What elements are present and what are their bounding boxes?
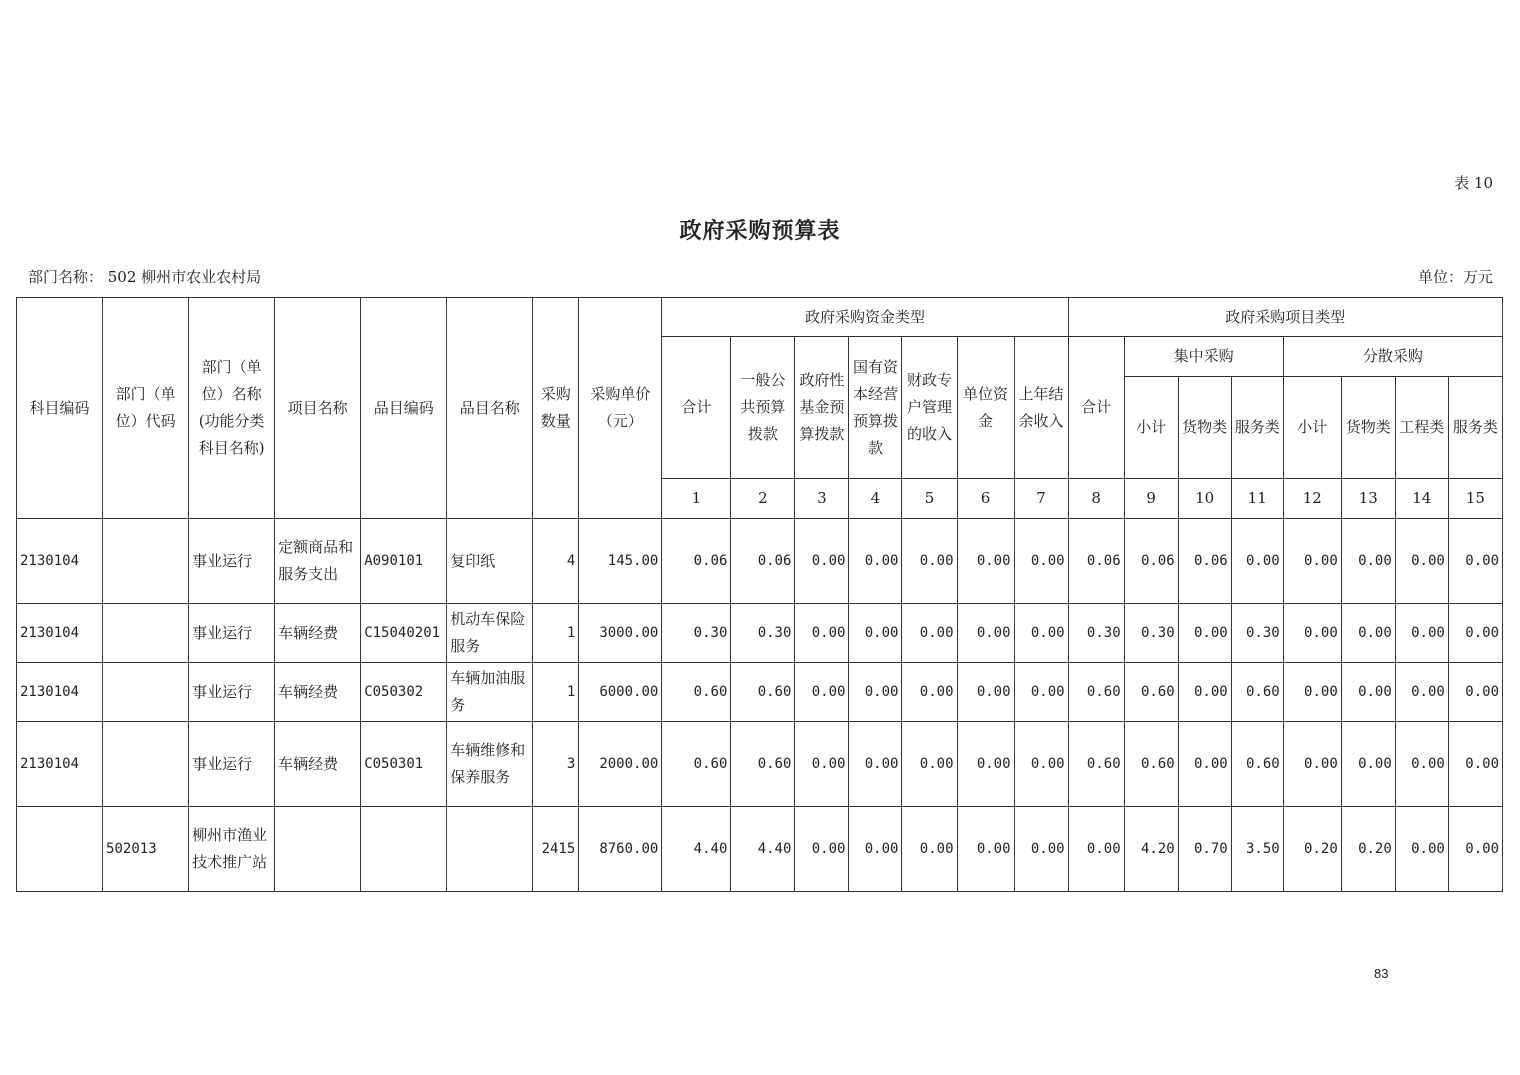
- cell-amount: 4.40: [731, 807, 795, 892]
- table-row: [17, 604, 1503, 663]
- cell-item-name: 车辆加油服务: [447, 663, 533, 722]
- cell-amount: 0.60: [1068, 722, 1124, 807]
- header-state-capital: 国有资本经营预算拨款: [849, 337, 902, 479]
- cell-item-name: [447, 807, 533, 892]
- cell-amount: 0.30: [662, 604, 731, 663]
- cell-amount: 0.00: [1014, 722, 1068, 807]
- department-label: 部门名称： 502 柳州市农业农村局: [28, 268, 262, 286]
- cell-dept-code: [103, 604, 189, 663]
- cell-amount: 0.00: [849, 519, 902, 604]
- cell-amount: 0.00: [849, 663, 902, 722]
- cell-amount: 0.00: [795, 722, 849, 807]
- cell-dept-name: 事业运行: [189, 604, 275, 663]
- col-number: 7: [1014, 479, 1068, 519]
- header-d-service: 服务类: [1448, 377, 1502, 479]
- header-fund-total: 合计: [662, 337, 731, 479]
- cell-amount: 0.60: [1124, 663, 1178, 722]
- cell-amount: 0.60: [1124, 722, 1178, 807]
- cell-amount: 0.06: [1124, 519, 1178, 604]
- cell-amount: 0.00: [1231, 519, 1283, 604]
- cell-amount: 0.00: [1283, 604, 1341, 663]
- cell-amount: 0.30: [1068, 604, 1124, 663]
- header-project-type: 政府采购项目类型: [1068, 298, 1502, 337]
- cell-amount: 0.00: [902, 604, 957, 663]
- cell-amount: 0.00: [849, 604, 902, 663]
- cell-amount: 0.00: [1448, 722, 1502, 807]
- cell-amount: 0.00: [957, 519, 1014, 604]
- cell-quantity: 1: [533, 604, 579, 663]
- header-item-code: 品目编码: [361, 298, 447, 519]
- col-number: 6: [957, 479, 1014, 519]
- table-body: [17, 519, 1503, 892]
- header-d-subtotal: 小计: [1283, 377, 1341, 479]
- header-unit-fund: 单位资金: [957, 337, 1014, 479]
- cell-item-name: 复印纸: [447, 519, 533, 604]
- cell-amount: 0.60: [731, 663, 795, 722]
- cell-amount: 4.40: [662, 807, 731, 892]
- cell-amount: 0.00: [1178, 663, 1231, 722]
- header-dept-name: 部门（单位）名称(功能分类科目名称): [189, 298, 275, 519]
- cell-amount: 0.00: [1014, 604, 1068, 663]
- col-number: 4: [849, 479, 902, 519]
- cell-amount: 0.00: [795, 807, 849, 892]
- header-general-public: 一般公共预算拨款: [731, 337, 795, 479]
- cell-item-name: 机动车保险服务: [447, 604, 533, 663]
- cell-amount: 0.60: [1068, 663, 1124, 722]
- cell-amount: 0.06: [1178, 519, 1231, 604]
- header-special-account: 财政专户管理的收入: [902, 337, 957, 479]
- header-gov-fund: 政府性基金预算拨款: [795, 337, 849, 479]
- cell-project-name: 车辆经费: [275, 722, 361, 807]
- cell-subject-code: 2130104: [17, 722, 103, 807]
- header-d-engineering: 工程类: [1395, 377, 1448, 479]
- cell-amount: 0.00: [1178, 604, 1231, 663]
- cell-amount: 0.70: [1178, 807, 1231, 892]
- header-unit-price: 采购单价（元）: [579, 298, 662, 519]
- cell-amount: 0.00: [1395, 807, 1448, 892]
- cell-project-name: 车辆经费: [275, 604, 361, 663]
- header-centralized: 集中采购: [1124, 337, 1283, 377]
- col-number: 9: [1124, 479, 1178, 519]
- cell-amount: 0.00: [1448, 663, 1502, 722]
- cell-dept-code: [103, 722, 189, 807]
- cell-amount: 0.00: [795, 663, 849, 722]
- table-row: [17, 807, 1503, 892]
- cell-dept-name: 事业运行: [189, 519, 275, 604]
- cell-dept-code: 502013: [103, 807, 189, 892]
- cell-dept-code: [103, 663, 189, 722]
- header-fund-type: 政府采购资金类型: [662, 298, 1068, 337]
- cell-amount: 0.06: [731, 519, 795, 604]
- cell-unit-price: 8760.00: [579, 807, 662, 892]
- cell-item-name: 车辆维修和保养服务: [447, 722, 533, 807]
- cell-amount: 0.00: [902, 807, 957, 892]
- cell-amount: 0.00: [902, 663, 957, 722]
- cell-unit-price: 2000.00: [579, 722, 662, 807]
- cell-amount: 0.00: [849, 807, 902, 892]
- cell-dept-code: [103, 519, 189, 604]
- cell-item-code: [361, 807, 447, 892]
- cell-amount: 0.00: [1341, 663, 1395, 722]
- cell-quantity: 2415: [533, 807, 579, 892]
- cell-amount: 0.00: [1014, 519, 1068, 604]
- table-row: [17, 519, 1503, 604]
- cell-subject-code: 2130104: [17, 519, 103, 604]
- cell-amount: 0.00: [1283, 663, 1341, 722]
- cell-amount: 0.00: [1014, 663, 1068, 722]
- cell-amount: 0.00: [1178, 722, 1231, 807]
- cell-amount: 0.30: [1231, 604, 1283, 663]
- cell-amount: 0.00: [1341, 604, 1395, 663]
- cell-amount: 0.00: [795, 519, 849, 604]
- cell-unit-price: 145.00: [579, 519, 662, 604]
- cell-amount: 0.00: [1395, 604, 1448, 663]
- cell-amount: 0.00: [849, 722, 902, 807]
- cell-amount: 0.00: [902, 519, 957, 604]
- cell-quantity: 4: [533, 519, 579, 604]
- cell-amount: 4.20: [1124, 807, 1178, 892]
- cell-amount: 0.00: [957, 663, 1014, 722]
- cell-amount: 0.30: [1124, 604, 1178, 663]
- header-c-service: 服务类: [1231, 377, 1283, 479]
- cell-amount: 0.00: [957, 722, 1014, 807]
- cell-amount: 0.00: [957, 604, 1014, 663]
- header-dept-code: 部门（单位）代码: [103, 298, 189, 519]
- cell-amount: 0.60: [1231, 722, 1283, 807]
- cell-project-name: 车辆经费: [275, 663, 361, 722]
- cell-item-code: A090101: [361, 519, 447, 604]
- col-number: 11: [1231, 479, 1283, 519]
- page-number: 83: [1374, 966, 1389, 981]
- col-number: 13: [1341, 479, 1395, 519]
- cell-unit-price: 6000.00: [579, 663, 662, 722]
- cell-amount: 0.60: [731, 722, 795, 807]
- cell-amount: 0.00: [957, 807, 1014, 892]
- header-item-name: 品目名称: [447, 298, 533, 519]
- cell-amount: 0.00: [1448, 604, 1502, 663]
- cell-project-name: 定额商品和服务支出: [275, 519, 361, 604]
- cell-amount: 0.20: [1283, 807, 1341, 892]
- col-number: 5: [902, 479, 957, 519]
- col-number: 2: [731, 479, 795, 519]
- header-d-goods: 货物类: [1341, 377, 1395, 479]
- header-project-name: 项目名称: [275, 298, 361, 519]
- cell-dept-name: 事业运行: [189, 663, 275, 722]
- header-c-goods: 货物类: [1178, 377, 1231, 479]
- cell-dept-name: 柳州市渔业技术推广站: [189, 807, 275, 892]
- cell-amount: 0.20: [1341, 807, 1395, 892]
- header-last-year: 上年结余收入: [1014, 337, 1068, 479]
- header-subject-code: 科目编码: [17, 298, 103, 519]
- cell-item-code: C15040201: [361, 604, 447, 663]
- cell-subject-code: 2130104: [17, 663, 103, 722]
- unit-label: 单位：万元: [1417, 268, 1493, 286]
- cell-amount: 3.50: [1231, 807, 1283, 892]
- col-number: 1: [662, 479, 731, 519]
- cell-item-code: C050302: [361, 663, 447, 722]
- header-decentralized: 分散采购: [1283, 337, 1502, 377]
- header-proj-total: 合计: [1068, 337, 1124, 479]
- col-number: 3: [795, 479, 849, 519]
- cell-amount: 0.00: [1068, 807, 1124, 892]
- cell-amount: 0.00: [1283, 519, 1341, 604]
- cell-item-code: C050301: [361, 722, 447, 807]
- cell-subject-code: 2130104: [17, 604, 103, 663]
- cell-amount: 0.00: [795, 604, 849, 663]
- cell-amount: 0.06: [1068, 519, 1124, 604]
- procurement-budget-table: [16, 297, 1503, 892]
- cell-amount: 0.00: [1395, 663, 1448, 722]
- table-number: 表 10: [1454, 174, 1493, 192]
- cell-amount: 0.60: [1231, 663, 1283, 722]
- col-number: 8: [1068, 479, 1124, 519]
- cell-amount: 0.00: [1395, 722, 1448, 807]
- col-number: 10: [1178, 479, 1231, 519]
- col-number: 14: [1395, 479, 1448, 519]
- page-title: 政府采购预算表: [679, 218, 841, 244]
- cell-quantity: 3: [533, 722, 579, 807]
- cell-dept-name: 事业运行: [189, 722, 275, 807]
- cell-amount: 0.60: [662, 722, 731, 807]
- cell-amount: 0.00: [902, 722, 957, 807]
- cell-amount: 0.00: [1395, 519, 1448, 604]
- header-c-subtotal: 小计: [1124, 377, 1178, 479]
- cell-subject-code: [17, 807, 103, 892]
- cell-amount: 0.00: [1014, 807, 1068, 892]
- table-row: [17, 722, 1503, 807]
- cell-amount: 0.30: [731, 604, 795, 663]
- cell-quantity: 1: [533, 663, 579, 722]
- cell-amount: 0.00: [1448, 519, 1502, 604]
- header-quantity: 采购数量: [533, 298, 579, 519]
- cell-unit-price: 3000.00: [579, 604, 662, 663]
- cell-amount: 0.00: [1448, 807, 1502, 892]
- cell-project-name: [275, 807, 361, 892]
- col-number: 15: [1448, 479, 1502, 519]
- cell-amount: 0.60: [662, 663, 731, 722]
- header-row-1: [17, 298, 1503, 337]
- cell-amount: 0.06: [662, 519, 731, 604]
- col-number: 12: [1283, 479, 1341, 519]
- cell-amount: 0.00: [1341, 722, 1395, 807]
- table-row: [17, 663, 1503, 722]
- cell-amount: 0.00: [1341, 519, 1395, 604]
- cell-amount: 0.00: [1283, 722, 1341, 807]
